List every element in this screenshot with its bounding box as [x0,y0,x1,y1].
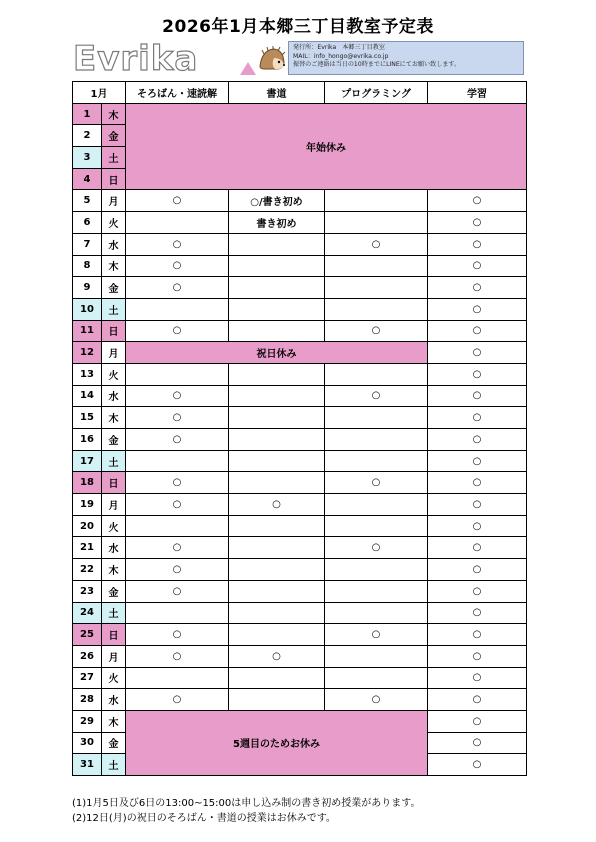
header-row [73,82,527,104]
table-row [73,212,527,234]
shodo-cell [229,233,325,255]
table-row [73,472,527,494]
table-row [73,255,527,277]
programming-cell [325,494,428,516]
weekday-cell: 土 [102,147,126,169]
date-cell: 15 [73,407,102,429]
study-cell: ○ [428,212,527,234]
study-cell: ○ [428,407,527,429]
programming-cell [325,450,428,472]
date-cell: 19 [73,494,102,516]
study-header: 学習 [428,82,527,104]
date-cell: 9 [73,277,102,299]
weekday-cell: 火 [102,212,126,234]
shodo-header: 書道 [229,82,325,104]
triangle-icon [240,62,256,75]
footnote-1: (1)1月5日及び6日の13:00~15:00は申し込み制の書き初め授業があります。 [72,798,421,809]
date-cell: 16 [73,429,102,451]
table-row [73,320,527,342]
weekday-cell: 木 [102,407,126,429]
table-row [73,580,527,602]
table-row [73,537,527,559]
weekday-cell: 火 [102,667,126,689]
soroban-cell: ○ [126,190,229,212]
weekday-cell: 水 [102,233,126,255]
table-row [73,429,527,451]
table-row [73,190,527,212]
programming-cell [325,363,428,385]
weekday-cell: 火 [102,363,126,385]
programming-cell: ○ [325,624,428,646]
weekday-cell: 水 [102,537,126,559]
date-cell: 5 [73,190,102,212]
date-cell: 3 [73,147,102,169]
soroban-cell: ○ [126,233,229,255]
study-cell: ○ [428,385,527,407]
table-row [73,342,527,364]
table-row [73,103,527,125]
table-row [73,233,527,255]
table-row [73,450,527,472]
page-title: 2026年1月本郷三丁目教室予定表 [162,17,434,37]
date-cell: 13 [73,363,102,385]
shodo-cell [229,429,325,451]
email-line: MAIL：info_hongo@evrika.co.jp [293,52,389,60]
date-cell: 22 [73,559,102,581]
soroban-cell [126,363,229,385]
programming-cell [325,190,428,212]
study-cell: ○ [428,624,527,646]
weekday-cell: 木 [102,103,126,125]
programming-cell [325,212,428,234]
date-cell: 24 [73,602,102,624]
soroban-cell: ○ [126,429,229,451]
programming-cell [325,255,428,277]
study-cell: ○ [428,320,527,342]
weekday-cell: 月 [102,494,126,516]
programming-cell [325,667,428,689]
soroban-cell: ○ [126,407,229,429]
study-cell: ○ [428,710,527,732]
date-cell: 21 [73,537,102,559]
programming-cell [325,429,428,451]
programming-cell: ○ [325,537,428,559]
study-cell: ○ [428,559,527,581]
shodo-cell: 書き初め [229,212,325,234]
shodo-cell [229,385,325,407]
date-cell: 30 [73,732,102,754]
table-row [73,559,527,581]
date-cell: 18 [73,472,102,494]
weekday-cell: 月 [102,342,126,364]
date-cell: 25 [73,624,102,646]
study-cell: ○ [428,580,527,602]
soroban-cell: ○ [126,624,229,646]
programming-cell [325,407,428,429]
soroban-cell: ○ [126,580,229,602]
date-cell: 4 [73,168,102,190]
programming-cell: ○ [325,320,428,342]
study-cell: ○ [428,689,527,711]
shodo-cell [229,624,325,646]
shodo-cell: ○/書き初め [229,190,325,212]
table-row [73,645,527,667]
weekday-cell: 土 [102,298,126,320]
weekday-cell: 金 [102,580,126,602]
study-cell: ○ [428,494,527,516]
date-cell: 6 [73,212,102,234]
logo-wordmark: Evrika [73,39,199,79]
table-row [73,494,527,516]
weekday-cell: 土 [102,450,126,472]
programming-cell [325,559,428,581]
soroban-cell: ○ [126,385,229,407]
programming-cell: ○ [325,472,428,494]
schedule-table [72,81,527,776]
hedgehog-icon [256,44,286,74]
table-row [73,298,527,320]
weekday-cell: 木 [102,559,126,581]
programming-cell [325,580,428,602]
shodo-cell [229,515,325,537]
date-cell: 8 [73,255,102,277]
weekday-cell: 月 [102,190,126,212]
soroban-cell: ○ [126,255,229,277]
fifth-week-break-cell: 5週目のためお休み [126,710,428,775]
weekday-cell: 日 [102,168,126,190]
footnotes [72,796,420,826]
weekday-cell: 金 [102,429,126,451]
study-cell: ○ [428,602,527,624]
study-cell: ○ [428,450,527,472]
weekday-cell: 水 [102,385,126,407]
date-cell: 2 [73,125,102,147]
evrika-logo [73,40,285,78]
shodo-cell [229,537,325,559]
date-cell: 7 [73,233,102,255]
shodo-cell [229,298,325,320]
study-cell: ○ [428,472,527,494]
study-cell: ○ [428,667,527,689]
soroban-cell [126,515,229,537]
table-row [73,515,527,537]
soroban-cell [126,450,229,472]
study-cell: ○ [428,363,527,385]
shodo-cell: ○ [229,645,325,667]
study-cell: ○ [428,429,527,451]
study-cell: ○ [428,732,527,754]
date-cell: 17 [73,450,102,472]
date-cell: 27 [73,667,102,689]
contact-info-box [288,41,524,75]
weekday-cell: 日 [102,472,126,494]
study-cell: ○ [428,645,527,667]
weekday-cell: 金 [102,125,126,147]
study-cell: ○ [428,515,527,537]
soroban-header: そろばん・速読解 [126,82,229,104]
weekday-cell: 金 [102,277,126,299]
soroban-cell: ○ [126,559,229,581]
shodo-cell [229,689,325,711]
shodo-cell [229,450,325,472]
soroban-cell [126,602,229,624]
soroban-cell: ○ [126,645,229,667]
programming-cell: ○ [325,689,428,711]
weekday-cell: 木 [102,710,126,732]
shodo-cell [229,255,325,277]
study-cell: ○ [428,277,527,299]
date-cell: 11 [73,320,102,342]
study-cell: ○ [428,342,527,364]
weekday-cell: 月 [102,645,126,667]
weekday-cell: 日 [102,320,126,342]
date-cell: 12 [73,342,102,364]
new-year-break-cell: 年始休み [126,103,527,190]
date-cell: 29 [73,710,102,732]
soroban-cell [126,212,229,234]
programming-cell [325,515,428,537]
table-row [73,277,527,299]
shodo-cell [229,602,325,624]
table-row [73,710,527,732]
date-cell: 1 [73,103,102,125]
shodo-cell [229,320,325,342]
table-row [73,667,527,689]
weekday-cell: 火 [102,515,126,537]
soroban-cell: ○ [126,320,229,342]
study-cell: ○ [428,190,527,212]
notice-line: 振替のご連絡は当日の10時までにLINEにてお願い致します。 [293,61,461,69]
schedule-body [73,103,527,775]
programming-cell [325,602,428,624]
programming-cell [325,298,428,320]
date-cell: 14 [73,385,102,407]
programming-cell [325,277,428,299]
programming-header: プログラミング [325,82,428,104]
soroban-cell [126,298,229,320]
study-cell: ○ [428,298,527,320]
table-row [73,689,527,711]
publisher-line: 発行所：Evrika 本郷三丁目教室 [293,44,385,51]
shodo-cell [229,407,325,429]
shodo-cell [229,363,325,385]
soroban-cell [126,667,229,689]
soroban-cell: ○ [126,494,229,516]
study-cell: ○ [428,537,527,559]
shodo-cell [229,277,325,299]
date-cell: 10 [73,298,102,320]
soroban-cell: ○ [126,277,229,299]
table-row [73,407,527,429]
programming-cell: ○ [325,385,428,407]
weekday-cell: 金 [102,732,126,754]
shodo-cell [229,559,325,581]
date-cell: 20 [73,515,102,537]
footnote-2: (2)12日(月)の祝日のそろばん・書道の授業はお休みです。 [72,813,336,824]
soroban-cell: ○ [126,689,229,711]
holiday-break-cell: 祝日休み [126,342,428,364]
table-row [73,624,527,646]
table-row [73,363,527,385]
programming-cell [325,645,428,667]
table-row [73,602,527,624]
date-cell: 31 [73,754,102,776]
weekday-cell: 水 [102,689,126,711]
shodo-cell [229,472,325,494]
shodo-cell [229,580,325,602]
date-cell: 26 [73,645,102,667]
study-cell: ○ [428,233,527,255]
weekday-cell: 木 [102,255,126,277]
date-cell: 23 [73,580,102,602]
date-cell: 28 [73,689,102,711]
soroban-cell: ○ [126,537,229,559]
shodo-cell [229,667,325,689]
soroban-cell: ○ [126,472,229,494]
shodo-cell: ○ [229,494,325,516]
table-row [73,385,527,407]
weekday-cell: 土 [102,602,126,624]
month-header: 1月 [73,82,126,104]
weekday-cell: 土 [102,754,126,776]
study-cell: ○ [428,255,527,277]
study-cell: ○ [428,754,527,776]
programming-cell: ○ [325,233,428,255]
weekday-cell: 日 [102,624,126,646]
